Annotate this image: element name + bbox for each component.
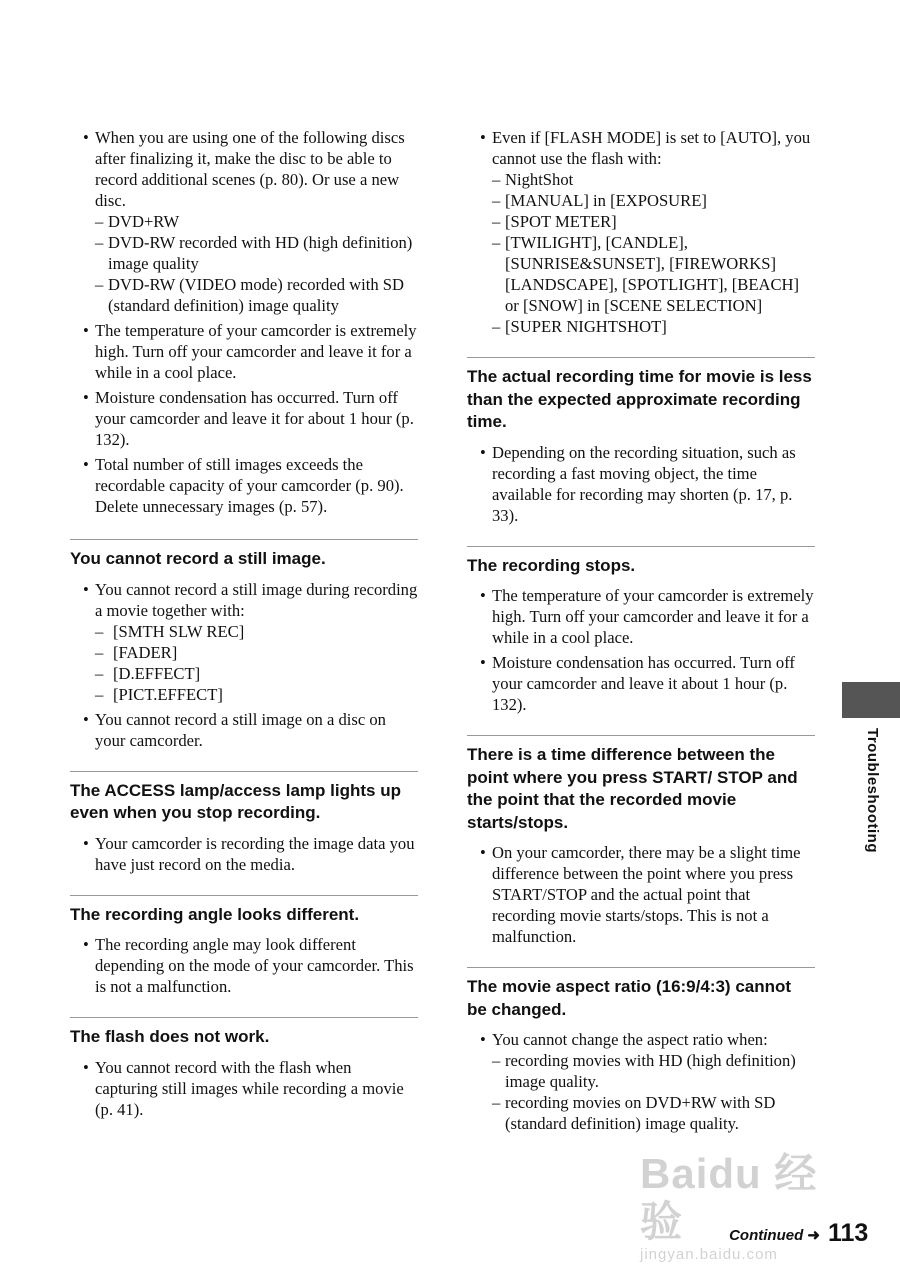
list-item: • You cannot record a still image on a disc on your camcorder. <box>70 709 418 751</box>
sub-item: – [D.EFFECT] <box>95 663 201 683</box>
section-divider <box>467 546 815 547</box>
list-item: • The temperature of your camcorder is extremely high. Turn off your camcorder and leave it for a while in a cool place. <box>467 585 815 648</box>
sub-item: – DVD-RW recorded with HD (high definition) image quality <box>95 233 413 273</box>
section-heading: The movie aspect ratio (16:9/4:3) cannot be changed. <box>467 977 792 1019</box>
sub-item: – [TWILIGHT], [CANDLE], [SUNRISE&SUNSET], [FIREWORKS] [LANDSCAPE], [SPOTLIGHT], [BEACH] or [SNOW] in [SCENE SELECTION] <box>492 233 800 315</box>
section-tab-marker <box>842 682 900 718</box>
right-column <box>467 127 815 1138</box>
section-heading: You cannot record a still image. <box>70 549 326 568</box>
list-item: • Moisture condensation has occurred. Turn off your camcorder and leave it for about 1 hour (p. 132). <box>70 387 418 450</box>
sub-item: – [MANUAL] in [EXPOSURE] <box>492 191 707 210</box>
section-heading: The recording stops. <box>467 555 636 575</box>
sub-item: – DVD-RW (VIDEO mode) recorded with SD (standard definition) image quality <box>95 275 405 315</box>
list-item: • You cannot change the aspect ratio when: – recording movies with HD (high definition) image quality. – recording movies on DVD+RW with SD (standard definition) image quality. <box>467 1029 815 1134</box>
section-divider <box>70 895 418 896</box>
list-item: • When you are using one of the following discs after finalizing it, make the disc to be able to record additional scenes (p. 80). Or use a new disc. – DVD+RW – DVD-RW recorded with HD (high definition) image quality – DVD-RW (VIDEO mode) recorded with SD (standard definition) image quality <box>70 127 418 316</box>
page-number: 113 <box>828 1219 869 1247</box>
list-item: • Even if [FLASH MODE] is set to [AUTO], you cannot use the flash with: – NightShot – [MANUAL] in [EXPOSURE] – [SPOT METER] – [TWILIGHT], [CANDLE], [SUNRISE&SUNSET], [FIREWORKS] [LANDSCAPE], [SPOTLIGHT], [BEACH] or [SNOW] in [SCENE SELECTION] – [SUPER NIGHTSHOT] <box>467 127 815 337</box>
sub-item: – [SUPER NIGHTSHOT] <box>492 317 667 336</box>
sub-item: – recording movies with HD (high definition) image quality. <box>492 1051 796 1091</box>
watermark-url: jingyan.baidu.com <box>640 1246 778 1263</box>
sub-item: – recording movies on DVD+RW with SD (standard definition) image quality. <box>492 1093 776 1133</box>
sub-item: – [SPOT METER] <box>492 212 617 231</box>
section-tab-label: Troubleshooting <box>864 728 881 853</box>
watermark-logo: Baidu 经验 <box>640 1150 818 1245</box>
section-heading: The ACCESS lamp/access lamp lights up even when you stop recording. <box>70 780 401 822</box>
left-column <box>70 127 418 1124</box>
list-item: • On your camcorder, there may be a slight time difference between the point where you press START/STOP and the actual point that recording movie starts/stops. This is not a malfunction. <box>467 842 815 947</box>
section-divider <box>467 735 815 736</box>
list-item: • The temperature of your camcorder is extremely high. Turn off your camcorder and leave it for a while in a cool place. <box>70 320 418 383</box>
sub-item: – DVD+RW <box>95 212 180 231</box>
section-divider <box>467 967 815 968</box>
section-divider <box>467 357 815 358</box>
continued-label: Continued ➜ <box>729 1227 820 1244</box>
list-item: • You cannot record a still image during recording a movie together with: – [SMTH SLW REC] – [FADER] – [D.EFFECT] – [PICT.EFFECT] <box>70 579 418 705</box>
list-item: • The recording angle may look different depending on the mode of your camcorder. This is not a malfunction. <box>70 934 418 997</box>
section-heading: The recording angle looks different. <box>70 904 360 924</box>
sub-item: – [FADER] <box>95 642 178 662</box>
list-item: • You cannot record with the flash when capturing still images while recording a movie (p. 41). <box>70 1057 418 1120</box>
section-heading: The actual recording time for movie is less than the expected approximate recording time. <box>467 367 812 431</box>
arrow-right-icon: ➜ <box>807 1227 820 1244</box>
sub-item: – [SMTH SLW REC] <box>95 621 245 641</box>
section-heading: The flash does not work. <box>70 1027 270 1046</box>
section-divider <box>70 771 418 772</box>
section-divider <box>70 1017 418 1018</box>
list-item: • Depending on the recording situation, such as recording a fast moving object, the time available for recording may shorten (p. 17, p. 33). <box>467 442 815 526</box>
sub-item: – [PICT.EFFECT] <box>95 684 223 704</box>
section-heading: There is a time difference between the point where you press START/ STOP and the point that the recorded movie starts/stops. <box>467 745 798 832</box>
list-item: • Total number of still images exceeds the recordable capacity of your camcorder (p. 90). Delete unnecessary images (p. 57). <box>70 454 418 517</box>
section-divider <box>70 539 418 540</box>
list-item: • Moisture condensation has occurred. Turn off your camcorder and leave it about 1 hour (p. 132). <box>467 652 815 715</box>
sub-item: – NightShot <box>492 170 574 189</box>
list-item: • Your camcorder is recording the image data you have just record on the media. <box>70 833 418 875</box>
